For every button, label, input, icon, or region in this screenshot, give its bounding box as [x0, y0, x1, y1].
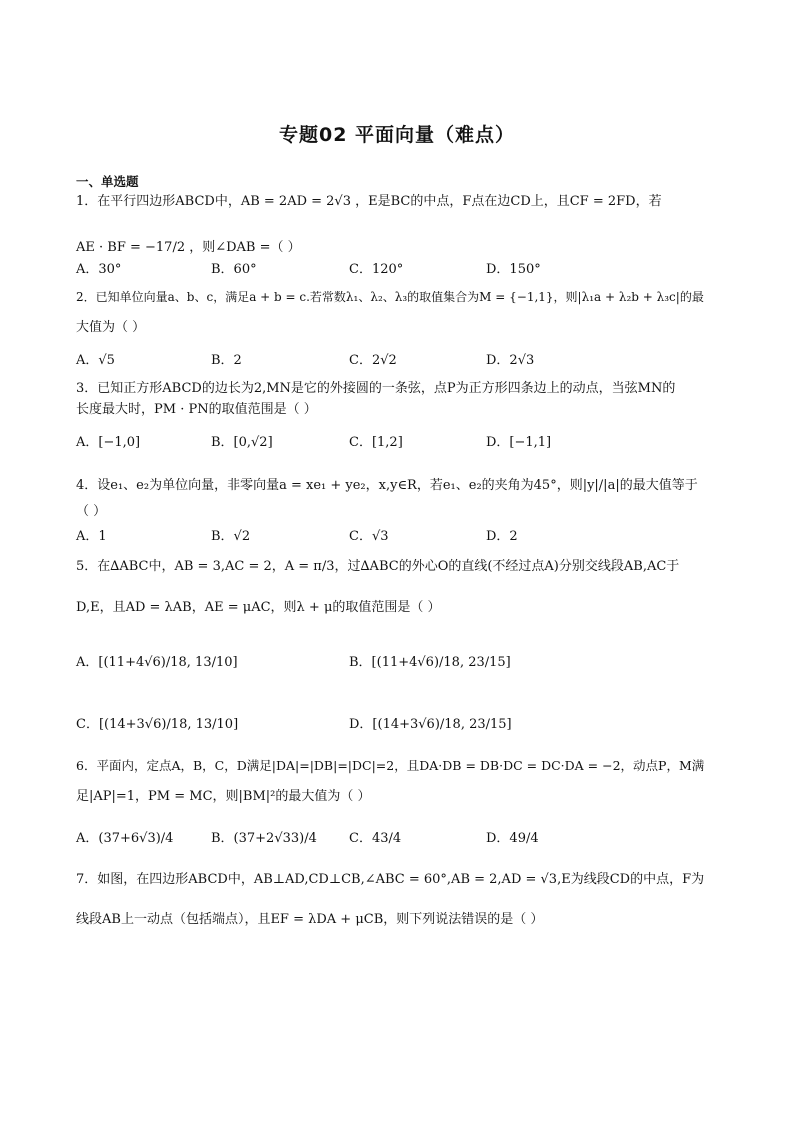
q5-option-b: B．[(11+4√6)/18, 23/15] — [349, 655, 511, 670]
q5-option-a: A．[(11+4√6)/18, 13/10] — [76, 655, 238, 670]
q6-option-d: D．49/4 — [486, 831, 539, 846]
q4-stem-line2: （ ） — [76, 504, 107, 519]
q6-option-b: B．(37+2√33)/4 — [211, 831, 317, 846]
q7-stem-line2: 线段AB上一动点（包括端点），且EF = λDA + μCB，则下列说法错误的是（ ） — [76, 912, 544, 927]
q1-option-b: B．60° — [211, 262, 257, 277]
q2-stem-line2: 大值为（ ） — [76, 320, 146, 335]
q3-stem-line2: 长度最大时，PM · PN的取值范围是（ ） — [76, 402, 317, 417]
q3-option-a: A．[−1,0] — [76, 435, 141, 450]
page-title: 专题02 平面向量（难点） — [278, 124, 516, 146]
q7-stem-line1: 7．如图，在四边形ABCD中，AB⊥AD,CD⊥CB,∠ABC = 60°,AB = 2,AD = √3,E为线段CD的中点，F为 — [76, 872, 705, 887]
q5-option-d: D．[(14+3√6)/18, 23/15] — [349, 717, 512, 732]
q1-option-c: C．120° — [349, 262, 404, 277]
q2-option-c: C．2√2 — [349, 353, 397, 368]
q1-option-a: A．30° — [76, 262, 122, 277]
q3-stem-line1: 3．已知正方形ABCD的边长为2,MN是它的外接圆的一条弦，点P为正方形四条边上的动点，当弦MN的 — [76, 381, 676, 396]
q5-stem-line2: D,E，且AD = λAB，AE = μAC，则λ + μ的取值范围是（ ） — [76, 600, 441, 615]
q6-stem-line2: 足|AP|=1，PM = MC，则|BM|²的最大值为（ ） — [76, 789, 371, 804]
q5-stem-line1: 5．在∆ABC中，AB = 3,AC = 2，A = π/3，过∆ABC的外心O的直线(不经过点A)分别交线段AB,AC于 — [76, 559, 680, 574]
q6-option-a: A．(37+6√3)/4 — [76, 831, 174, 846]
q2-stem-line1: 2．已知单位向量a、b、c，满足a + b = c.若常数λ₁、λ₂、λ₃的取值集合为M = {−1,1}，则|λ₁a + λ₂b + λ₃c|的最 — [76, 290, 704, 304]
q4-option-a: A．1 — [76, 529, 107, 544]
q4-option-b: B．√2 — [211, 529, 251, 544]
q4-stem-line1: 4．设e₁、e₂为单位向量，非零向量a = xe₁ + ye₂，x,y∈R，若e₁、e₂的夹角为45°，则|y|/|a|的最大值等于 — [76, 478, 698, 493]
q1-stem-line1: 1．在平行四边形ABCD中，AB = 2AD = 2√3 ，E是BC的中点，F点在边CD上，且CF = 2FD，若 — [76, 194, 662, 209]
q1-option-d: D．150° — [486, 262, 541, 277]
q3-option-c: C．[1,2] — [349, 435, 403, 450]
q3-option-b: B．[0,√2] — [211, 435, 273, 450]
q1-stem-line2: AE · BF = −17/2 ，则∠DAB =（ ） — [76, 240, 301, 255]
q4-option-d: D．2 — [486, 529, 518, 544]
q2-option-d: D．2√3 — [486, 353, 535, 368]
section-heading: 一、单选题 — [76, 174, 139, 189]
q6-option-c: C．43/4 — [349, 831, 402, 846]
q2-option-a: A．√5 — [76, 353, 115, 368]
q5-option-c: C．[(14+3√6)/18, 13/10] — [76, 717, 239, 732]
q3-option-d: D．[−1,1] — [486, 435, 552, 450]
q4-option-c: C．√3 — [349, 529, 389, 544]
q6-stem-line1: 6．平面内，定点A，B，C，D满足|DA|=|DB|=|DC|=2，且DA·DB = DB·DC = DC·DA = −2，动点P，M满 — [76, 758, 705, 773]
q2-option-b: B．2 — [211, 353, 242, 368]
